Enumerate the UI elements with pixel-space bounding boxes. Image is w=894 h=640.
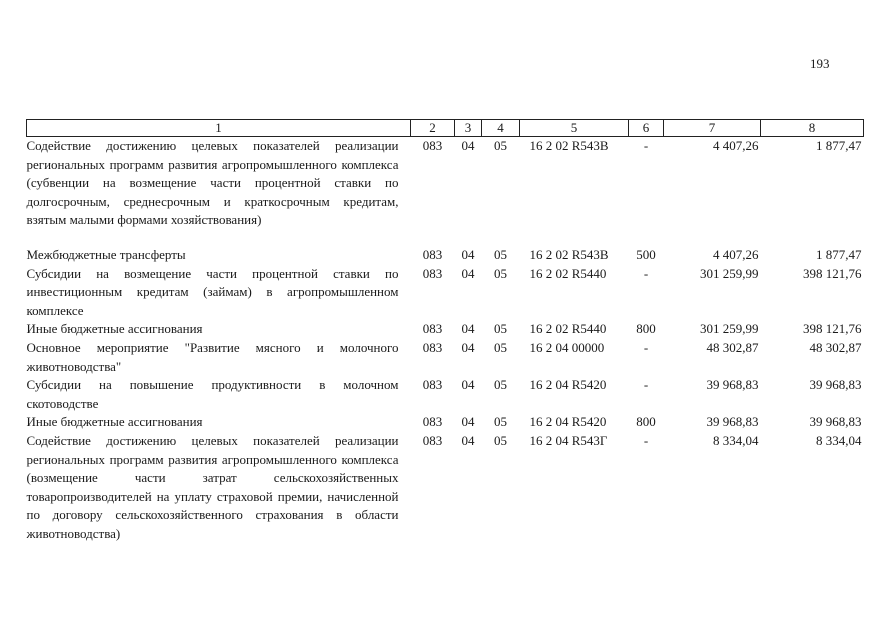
row-section: 04 bbox=[461, 414, 475, 430]
row-csr: 16 2 04 R543Г bbox=[529, 432, 608, 448]
row-name: Содействие достижению целевых показателей реализации региональных программ развития агропромышленного комплекса (возмещение части затрат сельскохозяйственных товаропроизводителей на уплату страховой премии, начисленной по договору сельскохозяйственного страхования в области животноводства) bbox=[26, 432, 399, 541]
row-vr: - bbox=[643, 339, 649, 355]
row-adm: 083 bbox=[422, 432, 443, 448]
row-adm: 083 bbox=[422, 377, 443, 393]
row-vr: - bbox=[643, 377, 649, 393]
row-value-2: 398 121,76 bbox=[803, 265, 862, 281]
row-section: 04 bbox=[461, 377, 475, 393]
row-csr: 16 2 02 R543В bbox=[529, 138, 609, 153]
row-name: Субсидии на повышение продуктивности в молочном скотоводстве bbox=[26, 377, 399, 411]
row-vr: 500 bbox=[636, 246, 656, 262]
row-adm: 083 bbox=[422, 321, 443, 337]
row-adm: 083 bbox=[422, 265, 443, 281]
row-name: Иные бюджетные ассигнования bbox=[26, 321, 203, 337]
row-subsection: 05 bbox=[494, 414, 507, 430]
row-name: Содействие достижению целевых показателей реализации региональных программ развития агропромышленного комплекса (субвенции на возмещение части процентной ставки по долгосрочным, среднесрочным и краткосрочным кредитам, взятым малыми формами хозяйствования) bbox=[26, 138, 399, 228]
row-value-2: 1 877,47 bbox=[816, 246, 862, 262]
row-value-1: 8 334,04 bbox=[713, 432, 759, 448]
table-row bbox=[27, 265, 864, 321]
header-col-3: 3 bbox=[455, 120, 482, 137]
row-subsection: 05 bbox=[494, 138, 507, 153]
header-row bbox=[27, 120, 864, 137]
row-section: 04 bbox=[461, 138, 475, 153]
table-row bbox=[27, 339, 864, 376]
row-value-2: 1 877,47 bbox=[816, 138, 862, 153]
row-value-1: 301 259,99 bbox=[700, 265, 759, 281]
row-vr: 800 bbox=[636, 321, 656, 337]
row-section: 04 bbox=[461, 265, 475, 281]
row-value-2: 39 968,83 bbox=[809, 414, 862, 430]
row-subsection: 05 bbox=[494, 265, 507, 281]
table-row bbox=[27, 137, 864, 230]
row-name: Субсидии на возмещение части процентной ставки по инвестиционным кредитам (займам) в агропромышленном комплексе bbox=[26, 265, 399, 318]
table-row bbox=[27, 413, 864, 432]
row-adm: 083 bbox=[422, 246, 443, 262]
row-value-2: 48 302,87 bbox=[809, 339, 862, 355]
row-subsection: 05 bbox=[494, 321, 507, 337]
header-col-1: 1 bbox=[27, 120, 411, 137]
row-section: 04 bbox=[461, 432, 475, 448]
header-col-6: 6 bbox=[629, 120, 664, 137]
table-row bbox=[27, 432, 864, 544]
spacer-row bbox=[27, 230, 864, 246]
budget-table bbox=[26, 119, 864, 543]
row-value-2: 398 121,76 bbox=[803, 321, 862, 337]
header-col-5: 5 bbox=[520, 120, 629, 137]
row-subsection: 05 bbox=[494, 432, 507, 448]
row-value-2: 39 968,83 bbox=[809, 377, 862, 393]
row-adm: 083 bbox=[422, 339, 443, 355]
row-vr: - bbox=[643, 432, 649, 448]
row-value-1: 301 259,99 bbox=[700, 321, 759, 337]
row-vr: - bbox=[643, 265, 649, 281]
header-col-4: 4 bbox=[482, 120, 520, 137]
row-section: 04 bbox=[461, 246, 475, 262]
row-csr: 16 2 04 R5420 bbox=[529, 414, 607, 430]
table-row bbox=[27, 376, 864, 413]
row-name: Основное мероприятие "Развитие мясного и молочного животноводства" bbox=[26, 339, 399, 374]
row-value-1: 4 407,26 bbox=[713, 138, 759, 153]
row-csr: 16 2 04 R5420 bbox=[529, 377, 607, 393]
row-adm: 083 bbox=[422, 414, 443, 430]
row-csr: 16 2 02 R5440 bbox=[529, 265, 607, 281]
row-section: 04 bbox=[461, 321, 475, 337]
row-value-2: 8 334,04 bbox=[816, 432, 862, 448]
row-vr: 800 bbox=[636, 414, 656, 430]
header-col-7: 7 bbox=[664, 120, 761, 137]
row-section: 04 bbox=[461, 339, 475, 355]
row-csr: 16 2 02 R543В bbox=[529, 246, 609, 262]
row-subsection: 05 bbox=[494, 377, 507, 393]
row-subsection: 05 bbox=[494, 246, 507, 262]
table-row bbox=[27, 246, 864, 265]
row-value-1: 39 968,83 bbox=[706, 414, 759, 430]
row-adm: 083 bbox=[422, 138, 443, 153]
row-name: Межбюджетные трансферты bbox=[26, 246, 186, 262]
page-number: 193 bbox=[810, 56, 830, 71]
row-vr: - bbox=[643, 138, 649, 153]
row-value-1: 39 968,83 bbox=[706, 377, 759, 393]
header-col-2: 2 bbox=[411, 120, 455, 137]
row-csr: 16 2 02 R5440 bbox=[529, 321, 607, 337]
table-row bbox=[27, 320, 864, 339]
row-value-1: 48 302,87 bbox=[706, 339, 759, 355]
row-csr: 16 2 04 00000 bbox=[529, 339, 605, 355]
header-col-8: 8 bbox=[761, 120, 864, 137]
row-name: Иные бюджетные ассигнования bbox=[26, 414, 203, 430]
row-subsection: 05 bbox=[494, 339, 507, 355]
row-value-1: 4 407,26 bbox=[713, 246, 759, 262]
